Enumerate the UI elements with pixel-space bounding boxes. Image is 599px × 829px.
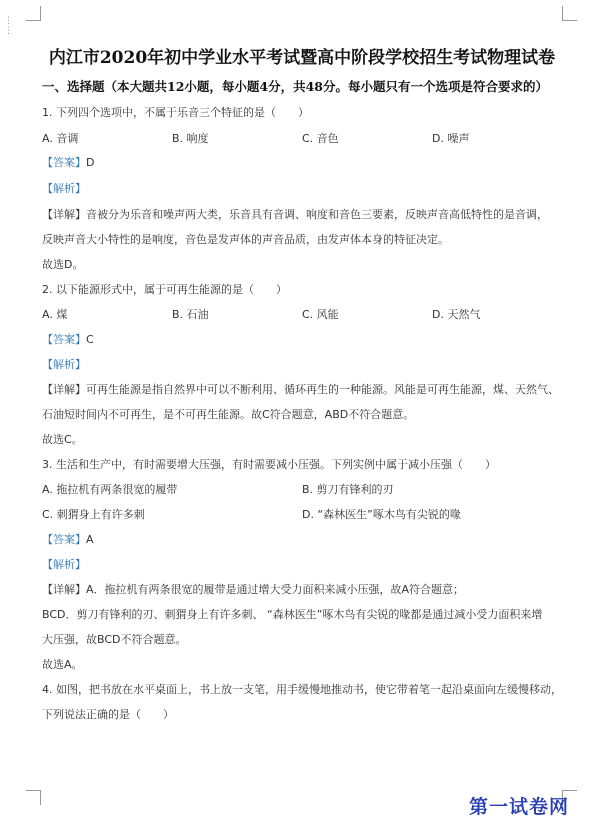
- detail-label: 【详解】: [42, 583, 86, 596]
- watermark-logo: 第一试卷网: [469, 796, 570, 818]
- question-2-detail-line-1: [42, 381, 559, 397]
- question-2-stem: 2. 以下能源形式中，属于可再生能源的是（ ）: [42, 283, 287, 296]
- answer-value: A: [86, 533, 94, 546]
- question-1-answer: [42, 154, 94, 170]
- question-1-analysis-label: 【解析】: [42, 182, 86, 195]
- section-heading: 一、选择题（本大题共12小题，每小题4分，共48分。每小题只有一个选项是符合要求的）: [42, 79, 548, 94]
- question-3-option-b: B. 剪刀有锋利的刃: [302, 483, 394, 496]
- question-3-detail-line-2: BCD．剪刀有锋利的刃、刺猬身上有许多刺、 “森林医生”啄木鸟有尖锐的喙都是通过减小受力面积来增: [42, 608, 543, 621]
- question-2-option-d: D. 天然气: [432, 308, 481, 321]
- question-2-answer: [42, 331, 94, 347]
- question-3-option-a: A. 拖拉机有两条很宽的履带: [42, 483, 178, 496]
- detail-text: 可再生能源是指自然界中可以不断利用、循环再生的一种能源。风能是可再生能源，煤、天然气、: [86, 383, 559, 396]
- question-2-option-a: A. 煤: [42, 308, 68, 321]
- question-3-analysis-label: 【解析】: [42, 558, 86, 571]
- question-3-option-c: C. 刺猬身上有许多刺: [42, 508, 145, 521]
- detail-text: A．拖拉机有两条很宽的履带是通过增大受力面积来减小压强，故A符合题意；: [86, 583, 465, 596]
- question-2-option-c: C. 风能: [302, 308, 339, 321]
- corner-mark-top-left: [26, 6, 41, 21]
- detail-label: 【详解】: [42, 383, 86, 396]
- answer-value: C: [86, 333, 94, 346]
- question-3-detail-line-1: [42, 581, 464, 597]
- question-1-option-a: A. 音调: [42, 132, 79, 145]
- question-2-option-b: B. 石油: [172, 308, 209, 321]
- question-2-detail-line-2: 石油短时间内不可再生，是不可再生能源。故C符合题意，ABD不符合题意。: [42, 408, 415, 421]
- question-1-detail-line-2: 反映声音大小特性的是响度，音色是发声体的声音品质，由发声体本身的特征决定。: [42, 233, 449, 246]
- corner-mark-bottom-left: [26, 790, 41, 805]
- detail-text: 音被分为乐音和噪声两大类，乐音具有音调、响度和音色三要素，反映声音高低特性的是音调，: [86, 208, 548, 221]
- answer-label: 【答案】: [42, 156, 86, 169]
- question-1-conclusion: 故选D。: [42, 258, 84, 271]
- binding-dots: ⋮ ⋮: [4, 16, 15, 36]
- question-2-analysis-label: 【解析】: [42, 358, 86, 371]
- answer-label: 【答案】: [42, 533, 86, 546]
- question-3-answer: [42, 531, 94, 547]
- question-1-option-d: D. 噪声: [432, 132, 470, 145]
- detail-label: 【详解】: [42, 208, 86, 221]
- question-3-stem: 3. 生活和生产中，有时需要增大压强，有时需要减小压强。下列实例中属于减小压强（ ）: [42, 458, 496, 471]
- question-3-detail-line-3: 大压强，故BCD不符合题意。: [42, 633, 187, 646]
- question-1-option-c: C. 音色: [302, 132, 339, 145]
- question-1-detail-line-1: [42, 206, 548, 222]
- document-title: 内江市2020年初中学业水平考试暨高中阶段学校招生考试物理试卷: [48, 48, 556, 68]
- corner-mark-top-right: [562, 6, 577, 21]
- answer-label: 【答案】: [42, 333, 86, 346]
- question-2-conclusion: 故选C。: [42, 433, 83, 446]
- question-1-stem: 1. 下列四个选项中，不属于乐音三个特征的是（ ）: [42, 106, 309, 119]
- answer-value: D: [86, 156, 95, 169]
- question-3-option-d: D. “森林医生”啄木鸟有尖锐的喙: [302, 508, 461, 521]
- question-4-stem-line-1: 4. 如图，把书放在水平桌面上，书上放一支笔，用手缓慢地推动书，使它带着笔一起沿桌面向左缓慢移动，: [42, 683, 562, 696]
- question-4-stem-line-2: 下列说法正确的是（ ）: [42, 708, 174, 721]
- question-1-option-b: B. 响度: [172, 132, 209, 145]
- question-3-conclusion: 故选A。: [42, 658, 83, 671]
